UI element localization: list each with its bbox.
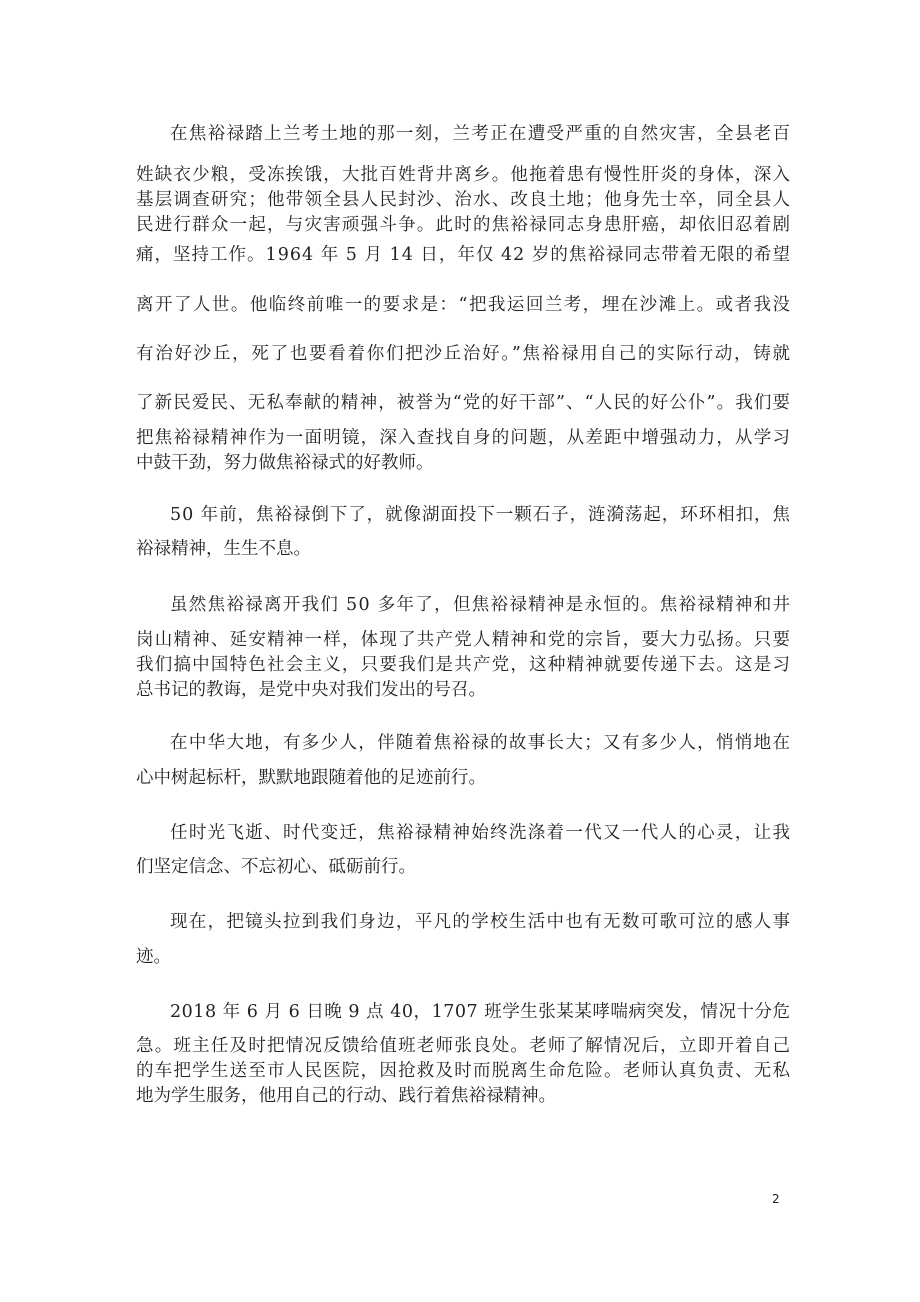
text-line: 地为学生服务，他用自己的行动、践行着焦裕禄精神。 bbox=[136, 1086, 556, 1106]
text-line: 2018 年 6 月 6 日晚 9 点 40，1707 班学生张某某哮喘病突发，情况十分危 bbox=[170, 1002, 791, 1022]
text-line: 虽然焦裕禄离开我们 50 多年了，但焦裕禄精神是永恒的。焦裕禄精神和井 bbox=[170, 595, 792, 615]
text-line: 痛，坚持工作。1964 年 5 月 14 日，年仅 42 岁的焦裕禄同志带着无限的希望 bbox=[136, 245, 791, 265]
text-line: 裕禄精神，生生不息。 bbox=[136, 539, 311, 559]
text-line: 50 年前，焦裕禄倒下了，就像湖面投下一颗石子，涟漪荡起，环环相扣，焦 bbox=[170, 505, 791, 525]
text-line: 在焦裕禄踏上兰考土地的那一刻，兰考正在遭受严重的自然灾害，全县老百 bbox=[170, 124, 792, 144]
text-line: 基层调查研究；他带领全县人民封沙、治水、改良土地；他身先士卒，同全县人 bbox=[136, 190, 792, 210]
text-line: 心中树起标杆，默默地跟随着他的足迹前行。 bbox=[136, 768, 486, 788]
text-line: 任时光飞逝、时代变迁，焦裕禄精神始终洗涤着一代又一代人的心灵，让我 bbox=[170, 823, 792, 843]
text-line: 总书记的教诲，是党中央对我们发出的号召。 bbox=[136, 680, 486, 700]
text-line: 把焦裕禄精神作为一面明镜，深入查找自身的问题，从差距中增强动力，从学习 bbox=[136, 428, 792, 448]
text-line: 的车把学生送至市人民医院，因抢救及时而脱离生命危险。老师认真负责、无私 bbox=[136, 1061, 792, 1081]
text-line: 中鼓干劲，努力做焦裕禄式的好教师。 bbox=[136, 453, 434, 473]
page-number: 2 bbox=[772, 1192, 780, 1206]
text-line: 民进行群众一起，与灾害顽强斗争。此时的焦裕禄同志身患肝癌，却依旧忍着剧 bbox=[136, 215, 792, 235]
text-line: 有治好沙丘，死了也要看着你们把沙丘治好。”焦裕禄用自己的实际行动，铸就 bbox=[136, 344, 792, 364]
text-line: 了新民爱民、无私奉献的精神，被誉为“党的好干部”、“人民的好公仆”。我们要 bbox=[136, 393, 792, 413]
text-line: 岗山精神、延安精神一样，体现了共产党人精神和党的宗旨，要大力弘扬。只要 bbox=[136, 630, 792, 650]
text-line: 我们搞中国特色社会主义，只要我们是共产党，这种精神就要传递下去。这是习 bbox=[136, 655, 792, 675]
text-line: 急。班主任及时把情况反馈给值班老师张良处。老师了解情况后，立即开着自己 bbox=[136, 1036, 792, 1056]
text-line: 在中华大地，有多少人，伴随着焦裕禄的故事长大；又有多少人，悄悄地在 bbox=[170, 733, 792, 753]
text-line: 姓缺衣少粮，受冻挨饿，大批百姓背井离乡。他拖着患有慢性肝炎的身体，深入 bbox=[136, 165, 792, 185]
text-line: 迹。 bbox=[136, 947, 171, 967]
text-line: 们坚定信念、不忘初心、砥砺前行。 bbox=[136, 857, 416, 877]
text-line: 离开了人世。他临终前唯一的要求是：“把我运回兰考，埋在沙滩上。或者我没 bbox=[136, 295, 792, 315]
text-line: 现在，把镜头拉到我们身边，平凡的学校生活中也有无数可歌可泣的感人事 bbox=[170, 912, 792, 932]
